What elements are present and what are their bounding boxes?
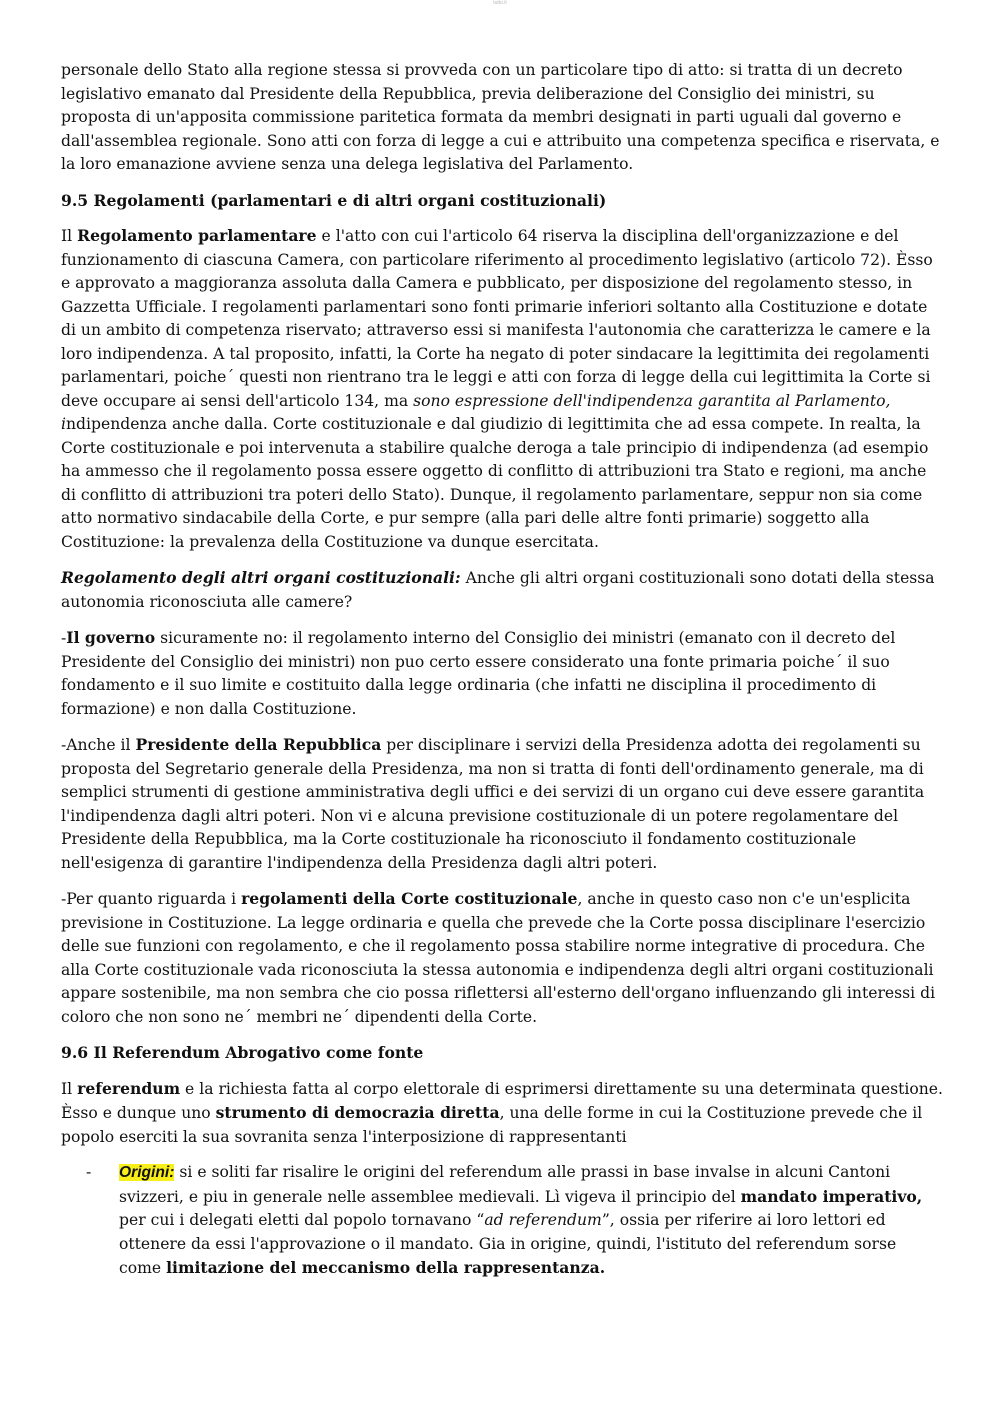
section-heading-9-6: 9.6 Il Referendum Abrogativo come fonte xyxy=(61,1043,424,1062)
term-presidente: Presidente della Repubblica xyxy=(135,735,382,754)
term-mandato-imperativo: mandato imperativo, xyxy=(740,1186,923,1206)
term-democrazia-diretta: strumento di democrazia diretta xyxy=(215,1103,500,1122)
section-heading-9-5: 9.5 Regolamenti (parlamentari e di altri organi costituzionali) xyxy=(61,190,607,210)
paragraph-regolamento-parlamentare: Il Regolamento parlamentare e l'atto con cui l'articolo 64 riserva la disciplina dell'organizzazione e del funzionamento di ciascuna Camera, con particolare riferimento al procedimento legislativo (articolo 72). Èsso e approvato a maggioranza assoluta dalla Camera e pubblicato, per disposizione del regolamento stesso, in Gazzetta Ufficiale. I regolamenti parlamentari sono fonti primarie inferiori soltanto alla Costituzione e dotate di un ambito di competenza riservato; attraverso essi si manifesta l'autonomia che caratterizza le camere e la loro indipendenza. A tal proposito, infatti, la Corte ha negato di poter sindacare la legittimita dei regolamenti parlamentari, poiche´ questi non rientrano tra le leggi e atti con forza di legge della cui legittimita la Corte si deve occupare ai sensi dell'articolo 134, ma sono espressione dell'indipendenza garantita al Parlamento, indipendenza anche dalla. Corte costituzionale e dal giudizio di legittimita che ad essa compete. In realta, la Corte costituzionale e poi intervenuta a stabilire qualche deroga a tale principio di indipendenza (ad esempio ha ammesso che il regolamento possa essere oggetto di conflitto di attribuzioni tra Stato e regioni, ma anche di conflitto di attribuzioni tra poteri dello Stato). Dunque, il regolamento parlamentare, seppur non sia come atto normativo sindacabile della Corte, e pur sempre (alla pari delle altre fonti primarie) soggetto alla Costituzione: la prevalenza della Costituzione va dunque esercitata. xyxy=(61,226,933,551)
term-regolamento-altri-organi: Regolamento degli altri organi costituzionali: xyxy=(61,568,461,587)
quote-ad-referendum: ad referendum xyxy=(484,1211,602,1229)
paragraph-intro: personale dello Stato alla regione stessa si provveda con un particolare tipo di atto: si tratta di un decreto legislativo emanato dal Presidente della Repubblica, previa deliberazione del Consiglio dei ministri, su proposta di un'apposita commissione paritetica formata da membri designati in parti uguali dal governo e dall'assemblea regionale. Sono atti con forza di legge a cui e attribuito una competenza specifica e riservata, e la loro emanazione avviene senza una delega legislativa del Parlamento. xyxy=(61,61,940,173)
list-item-text: Origini: si e soliti far risalire le origini del referendum alle prassi in base invalse in alcuni Cantoni svizzeri, e piu in generale nelle assemblee medievali. Lì vigeva il principio del mandato imperativo, per cui i delegati eletti dal popolo tornavano “ad referendum”, ossia per riferire ai loro lettori ed ottenere da essi l'approvazione o il mandato. Gia in origine, quindi, l'istituto del referendum sorse come limitazione del meccanismo della rappresentanza. xyxy=(119,1163,923,1277)
term-limitazione: limitazione del meccanismo della rappresentanza. xyxy=(166,1258,606,1277)
term-referendum: referendum xyxy=(77,1078,181,1098)
document-page xyxy=(61,59,943,1281)
list-item-origini xyxy=(61,1161,943,1281)
paragraph-governo: -Il governo sicuramente no: il regolamento interno del Consiglio dei ministri (emanato con il decreto del Presidente del Consiglio dei ministri) non puo certo essere considerato una fonte primaria poiche´ il suo fondamento e il suo limite e costituito dalla legge ordinaria (che infatti ne disciplina il procedimento di formazione) e non dalla Costituzione. xyxy=(61,628,896,718)
term-governo: Il governo xyxy=(66,628,156,647)
quote-espressione: sono espressione dell'indipendenza garantita al Parlamento, i xyxy=(61,391,891,433)
term-regolamenti-corte: regolamenti della Corte costituzionale xyxy=(241,889,578,908)
paragraph-altri-organi: Regolamento degli altri organi costituzionali: Anche gli altri organi costituzionali sono dotati della stessa autonomia riconosciuta alle camere? xyxy=(61,568,935,611)
paragraph-corte: -Per quanto riguarda i regolamenti della Corte costituzionale, anche in questo caso non c'e un'esplicita previsione in Costituzione. La legge ordinaria e quella che prevede che la Corte possa disciplinare l'esercizio delle sue funzioni con regolamento, e che il regolamento possa stabilire norme integrative di procedura. Che alla Corte costituzionale vada riconosciuta la stessa autonomia e indipendenza degli altri organi costituzionali appare sostenibile, ma non sembra che cio possa riflettersi all'esterno dell'organo influenzando gli interessi di coloro che non sono ne´ membri ne´ dipendenti della Corte. xyxy=(61,889,936,1026)
header-watermark: tutto.it xyxy=(493,0,507,6)
paragraph-presidente: -Anche il Presidente della Repubblica per disciplinare i servizi della Presidenza adotta dei regolamenti su proposta del Segretario generale della Presidenza, ma non si tratta di fonti dell'ordinamento generale, ma di semplici strumenti di gestione amministrativa degli uffici e dei servizi di un organo cui deve essere garantita l'indipendenza dagli altri poteri. Non vi e alcuna previsione costituzionale di un potere regolamentare del Presidente della Repubblica, ma la Corte costituzionale ha riconosciuto il fondamento costituzionale nell'esigenza di garantire l'indipendenza della Presidenza dagli altri poteri. xyxy=(61,735,925,872)
paragraph-referendum: Il referendum e la richiesta fatta al corpo elettorale di esprimersi direttamente su una determinata questione. Èsso e dunque uno strumento di democrazia diretta, una delle forme in cui la Costituzione prevede che il popolo eserciti la sua sovranita senza l'interposizione di rappresentanti xyxy=(61,1078,943,1146)
highlight-origini: Origini: xyxy=(119,1164,175,1181)
term-regolamento-parlamentare: Regolamento parlamentare xyxy=(77,226,317,245)
bullet-dash: - xyxy=(86,1163,92,1181)
